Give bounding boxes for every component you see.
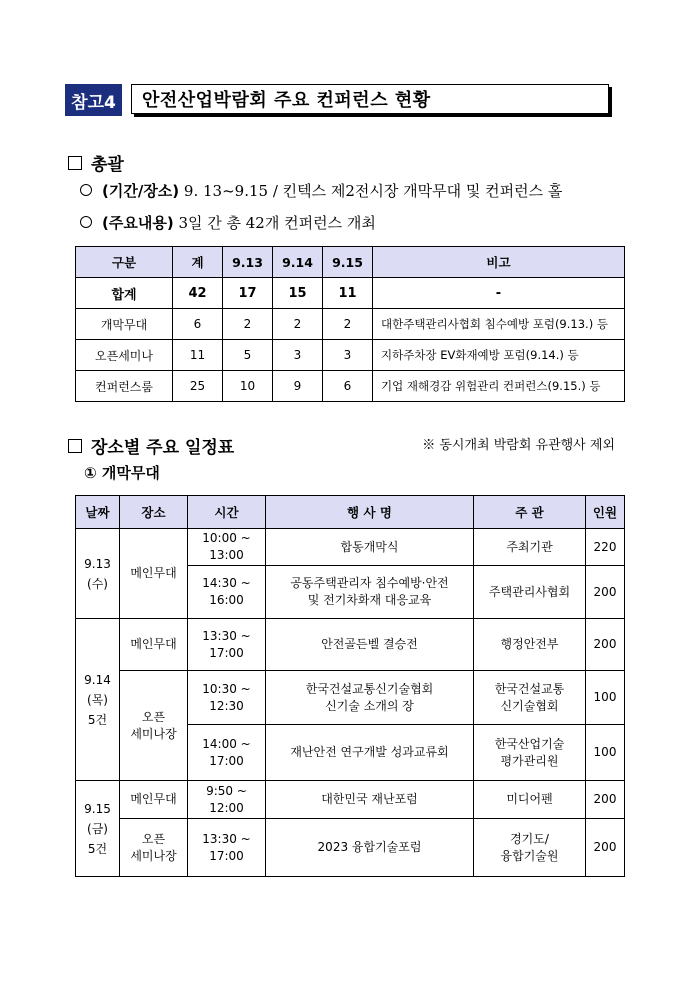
circle-bullet-icon [80,216,92,228]
header-cell: 주 관 [474,496,586,529]
event-name-cell: 2023 융합기술포럼 [266,819,474,877]
table-cell: 기업 재해경감 위험관리 컨퍼런스(9.15.) 등 [373,371,625,402]
overview-heading [68,150,124,175]
time-cell: 14:30 ~ 16:00 [188,566,266,619]
event-name-cell: 대한민국 재난포럼 [266,781,474,819]
header-cell: 계 [173,247,223,278]
event-name-cell [266,671,474,725]
header-cell: 행 사 명 [266,496,474,529]
summary-table [75,246,625,402]
table-cell: 대한주택관리사협회 침수예방 포럼(9.13.) 등 [373,309,625,340]
table-cell: 25 [173,371,223,402]
date-cell [76,619,120,781]
header-cell: 장소 [120,496,188,529]
date-line: (금) [87,821,108,836]
event-name-cell: 재난안전 연구개발 성과교류회 [266,725,474,781]
count-cell: 220 [586,529,625,566]
bullet-label: (기간/장소) [102,182,180,200]
square-bullet-icon [68,156,82,170]
count-cell: 100 [586,671,625,725]
date-cell [76,781,120,877]
host-line: 평가관리원 [500,753,559,768]
date-line: 5건 [87,712,108,727]
place-line: 오픈 [141,709,166,724]
date-line: 9.13 [84,556,111,571]
schedule-heading [68,433,234,458]
host-line: 한국건설교통 [494,681,565,696]
header-cell: 비고 [373,247,625,278]
table-cell: 2 [223,309,273,340]
place-cell [120,671,188,781]
host-cell [474,725,586,781]
place-cell: 메인무대 [120,619,188,671]
overview-heading-text: 총괄 [91,155,124,175]
place-cell: 메인무대 [120,529,188,619]
event-name-line: 한국건설교통신기술협회 [305,681,434,696]
count-cell: 100 [586,725,625,781]
host-cell: 주최기관 [474,529,586,566]
host-cell: 행정안전부 [474,619,586,671]
table-cell: 지하주차장 EV화재예방 포럼(9.14.) 등 [373,340,625,371]
table-cell: 2 [323,309,373,340]
circle-bullet-icon [80,184,92,196]
host-line: 한국산업기술 [494,736,565,751]
time-cell: 10:00 ~ 13:00 [188,529,266,566]
table-cell: 5 [223,340,273,371]
place-cell: 메인무대 [120,781,188,819]
header-cell: 9.14 [273,247,323,278]
header-cell: 날짜 [76,496,120,529]
table-row [76,619,625,671]
date-line: 9.14 [84,672,111,687]
table-row [76,371,625,402]
table-cell: 9 [273,371,323,402]
header-cell: 9.13 [223,247,273,278]
table-cell: 컨퍼런스룸 [76,371,173,402]
host-cell: 미디어펜 [474,781,586,819]
event-name-cell: 합동개막식 [266,529,474,566]
date-line: (수) [87,576,108,591]
table-cell: 개막무대 [76,309,173,340]
time-cell: 10:30 ~ 12:30 [188,671,266,725]
table-row [76,781,625,819]
event-name-line: 신기술 소개의 장 [325,698,414,713]
date-cell [76,529,120,619]
table-cell: 15 [273,278,323,309]
place-cell [120,819,188,877]
schedule-note: ※ 동시개최 박람회 유관행사 제외 [422,438,615,453]
overview-bullet-period [80,180,562,201]
schedule-subheading: ① 개막무대 [84,464,160,482]
event-name-cell [266,566,474,619]
table-cell: 오픈세미나 [76,340,173,371]
table-cell: 6 [173,309,223,340]
header-cell: 9.15 [323,247,373,278]
title-bar [65,84,611,116]
header-cell: 인원 [586,496,625,529]
schedule-table [75,495,625,877]
table-row [76,309,625,340]
host-line: 경기도/ [510,831,549,846]
table-cell: 42 [173,278,223,309]
host-cell [474,819,586,877]
table-cell: 10 [223,371,273,402]
table-row [76,529,625,566]
count-cell: 200 [586,566,625,619]
time-cell: 13:30 ~ 17:00 [188,819,266,877]
host-cell [474,671,586,725]
date-line: 9.15 [84,801,111,816]
table-row [76,819,625,877]
bullet-text: 9. 13~9.15 / 킨텍스 제2전시장 개막무대 및 컨퍼런스 홀 [179,182,563,200]
host-cell: 주택관리사협회 [474,566,586,619]
table-cell: 17 [223,278,273,309]
event-name-line: 및 전기차화재 대응교육 [307,593,432,607]
header-cell: 시간 [188,496,266,529]
overview-bullet-content [80,212,376,233]
event-name-line: 공동주택관리자 침수예방·안전 [290,576,449,590]
event-name-cell: 안전골든벨 결승전 [266,619,474,671]
date-line: (목) [87,692,108,707]
time-cell: 9:50 ~ 12:00 [188,781,266,819]
bullet-text: 3일 간 총 42개 컨퍼런스 개최 [173,214,376,232]
bullet-label: (주요내용) [102,214,174,232]
date-line: 5건 [87,841,108,856]
table-cell: 11 [323,278,373,309]
host-line: 신기술협회 [500,698,559,713]
place-line: 오픈 [141,831,166,846]
table-header-row [76,496,625,529]
count-cell: 200 [586,819,625,877]
page-title: 안전산업박람회 주요 컨퍼런스 현황 [131,84,609,114]
table-row [76,278,625,309]
time-cell: 14:00 ~ 17:00 [188,725,266,781]
table-cell: 3 [323,340,373,371]
table-header-row [76,247,625,278]
schedule-heading-text: 장소별 주요 일정표 [91,438,235,458]
count-cell: 200 [586,619,625,671]
table-cell: 2 [273,309,323,340]
square-bullet-icon [68,439,82,453]
table-row [76,340,625,371]
header-cell: 구분 [76,247,173,278]
host-line: 융합기술원 [500,848,559,863]
title-tag: 참고4 [65,84,122,116]
table-cell: 11 [173,340,223,371]
place-line: 세미나장 [130,726,177,741]
time-cell: 13:30 ~ 17:00 [188,619,266,671]
table-cell: 6 [323,371,373,402]
table-row [76,671,625,725]
count-cell: 200 [586,781,625,819]
place-line: 세미나장 [130,848,177,863]
table-cell: - [373,278,625,309]
table-cell: 3 [273,340,323,371]
table-cell: 합계 [76,278,173,309]
